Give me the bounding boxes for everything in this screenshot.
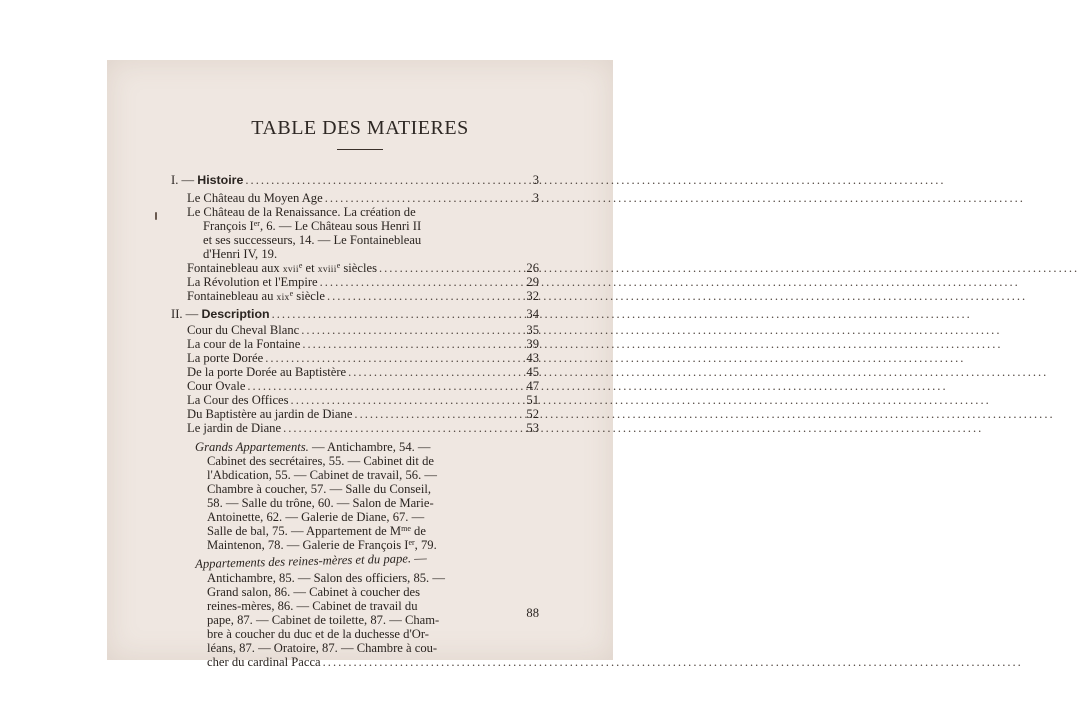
- page-number: 51: [526, 393, 539, 407]
- leader-dots: [327, 289, 1027, 303]
- toc-entry[interactable]: Le jardin de Diane .....: [187, 421, 531, 435]
- toc-entry-placeholder: [207, 618, 507, 632]
- toc-entry[interactable]: Cour du Cheval Blanc .....: [187, 323, 531, 337]
- reines-meres-line[interactable]: Antichambre, 85. — Salon des officiers, 85. —: [207, 571, 445, 585]
- grands-appartements-line[interactable]: 58. — Salle du trône, 60. — Salon de Marie-: [207, 496, 434, 510]
- leader-dots: [325, 191, 1025, 205]
- page-title: TABLE DES MATIERES: [251, 117, 469, 139]
- toc-entry-line[interactable]: et ses successeurs, 14. — Le Fontainebleau: [203, 233, 422, 247]
- toc-entry[interactable]: De la porte Dorée au Baptistère .....: [187, 365, 531, 379]
- leader-dots: [265, 351, 965, 365]
- leader-dots: [272, 307, 972, 321]
- leader-dots: [245, 173, 945, 187]
- leader-dots: [379, 261, 1079, 275]
- page-number: 3: [532, 191, 539, 205]
- reines-meres-line[interactable]: reines-mères, 86. — Cabinet de travail du: [207, 599, 418, 613]
- page-number: 47: [526, 379, 539, 393]
- page-number: 45: [526, 365, 539, 379]
- grands-appartements-line[interactable]: Maintenon, 78. — Galerie de François Ier, 79.: [207, 538, 437, 552]
- grands-appartements-line[interactable]: l'Abdication, 55. — Cabinet de travail, 56. —: [207, 468, 437, 482]
- book-page: [107, 60, 613, 669]
- toc-entry-line[interactable]: François Ier, 6. — Le Château sous Henri II: [203, 219, 422, 233]
- subsection-title: Appartements des reines-mères et du pape.: [195, 551, 412, 571]
- toc-entry[interactable]: Fontainebleau aux xvii$^e$ et xviii$^e$ siècles .....: [187, 261, 531, 275]
- page-number: 39: [526, 337, 539, 351]
- toc-entry[interactable]: [187, 191, 531, 205]
- section-title: Description: [201, 307, 270, 321]
- toc-entry[interactable]: La cour de la Fontaine .....: [187, 337, 531, 351]
- page-number: 29: [526, 275, 539, 289]
- page-number: 53: [526, 421, 539, 435]
- leader-dots: [301, 323, 1001, 337]
- leader-dots: [291, 393, 991, 407]
- toc-entry[interactable]: Cour Ovale .....: [187, 379, 531, 393]
- leader-dots: [247, 379, 947, 393]
- toc-entry[interactable]: La porte Dorée .....: [187, 351, 531, 365]
- table-of-contents: [107, 60, 613, 669]
- leader-dots: [302, 337, 1002, 351]
- section-heading-histoire[interactable]: [171, 173, 531, 187]
- page-number: 32: [526, 289, 539, 303]
- page-number: 26: [526, 261, 539, 275]
- page-number: 52: [526, 407, 539, 421]
- toc-entry[interactable]: La Révolution et l'Empire .....: [187, 275, 531, 289]
- entry-text: Le Château du Moyen Age: [187, 191, 323, 205]
- reines-meres-line[interactable]: pape, 87. — Cabinet de toilette, 87. — Cham-: [207, 613, 440, 627]
- toc-entry-line[interactable]: Le Château de la Renaissance. La création de: [187, 205, 416, 219]
- page-number: 3: [532, 173, 539, 187]
- grands-appartements-line[interactable]: Antoinette, 62. — Galerie de Diane, 67. —: [207, 510, 425, 524]
- reines-meres-line[interactable]: Grand salon, 86. — Cabinet à coucher des: [207, 585, 420, 599]
- toc-entry[interactable]: cher du cardinal Pacca .....: [207, 655, 507, 669]
- page-number: 43: [526, 351, 539, 365]
- subsection-title: Grands Appartements.: [195, 440, 309, 454]
- grands-appartements-line[interactable]: Chambre à coucher, 57. — Salle du Conseil,: [207, 482, 432, 496]
- toc-entry[interactable]: La Cour des Offices .....: [187, 393, 531, 407]
- reines-meres-line[interactable]: léans, 87. — Oratoire, 87. — Chambre à cou-: [207, 641, 438, 655]
- section-heading-description[interactable]: [171, 307, 531, 321]
- page-number: 34: [526, 307, 539, 321]
- leader-dots: [320, 275, 1020, 289]
- grands-appartements-line[interactable]: Grands Appartements. — Antichambre, 54. —: [195, 440, 431, 454]
- grands-appartements-line[interactable]: Cabinet des secrétaires, 55. — Cabinet dit de: [207, 454, 434, 468]
- section-numeral: I. —: [171, 173, 195, 187]
- section-numeral: II. —: [171, 307, 199, 321]
- leader-dots: [323, 655, 1023, 669]
- toc-entry[interactable]: Fontainebleau au xix$^e$ siècle .....: [187, 289, 531, 303]
- toc-entry-line[interactable]: d'Henri IV, 19.: [203, 247, 278, 261]
- section-title: Histoire: [197, 173, 244, 187]
- leader-dots: [354, 407, 1054, 421]
- reines-meres-line[interactable]: Appartements des reines-mères et du pape. —: [195, 550, 427, 571]
- page-number: 88: [526, 606, 539, 620]
- reines-meres-line[interactable]: bre à coucher du duc et de la duchesse d'Or-: [207, 627, 429, 641]
- leader-dots: [283, 421, 983, 435]
- leader-dots: [348, 365, 1048, 379]
- toc-entry[interactable]: Du Baptistère au jardin de Diane .....: [187, 407, 531, 421]
- page-number: 35: [526, 323, 539, 337]
- grands-appartements-line[interactable]: Salle de bal, 75. — Appartement de $M^{me}$ de: [207, 524, 426, 538]
